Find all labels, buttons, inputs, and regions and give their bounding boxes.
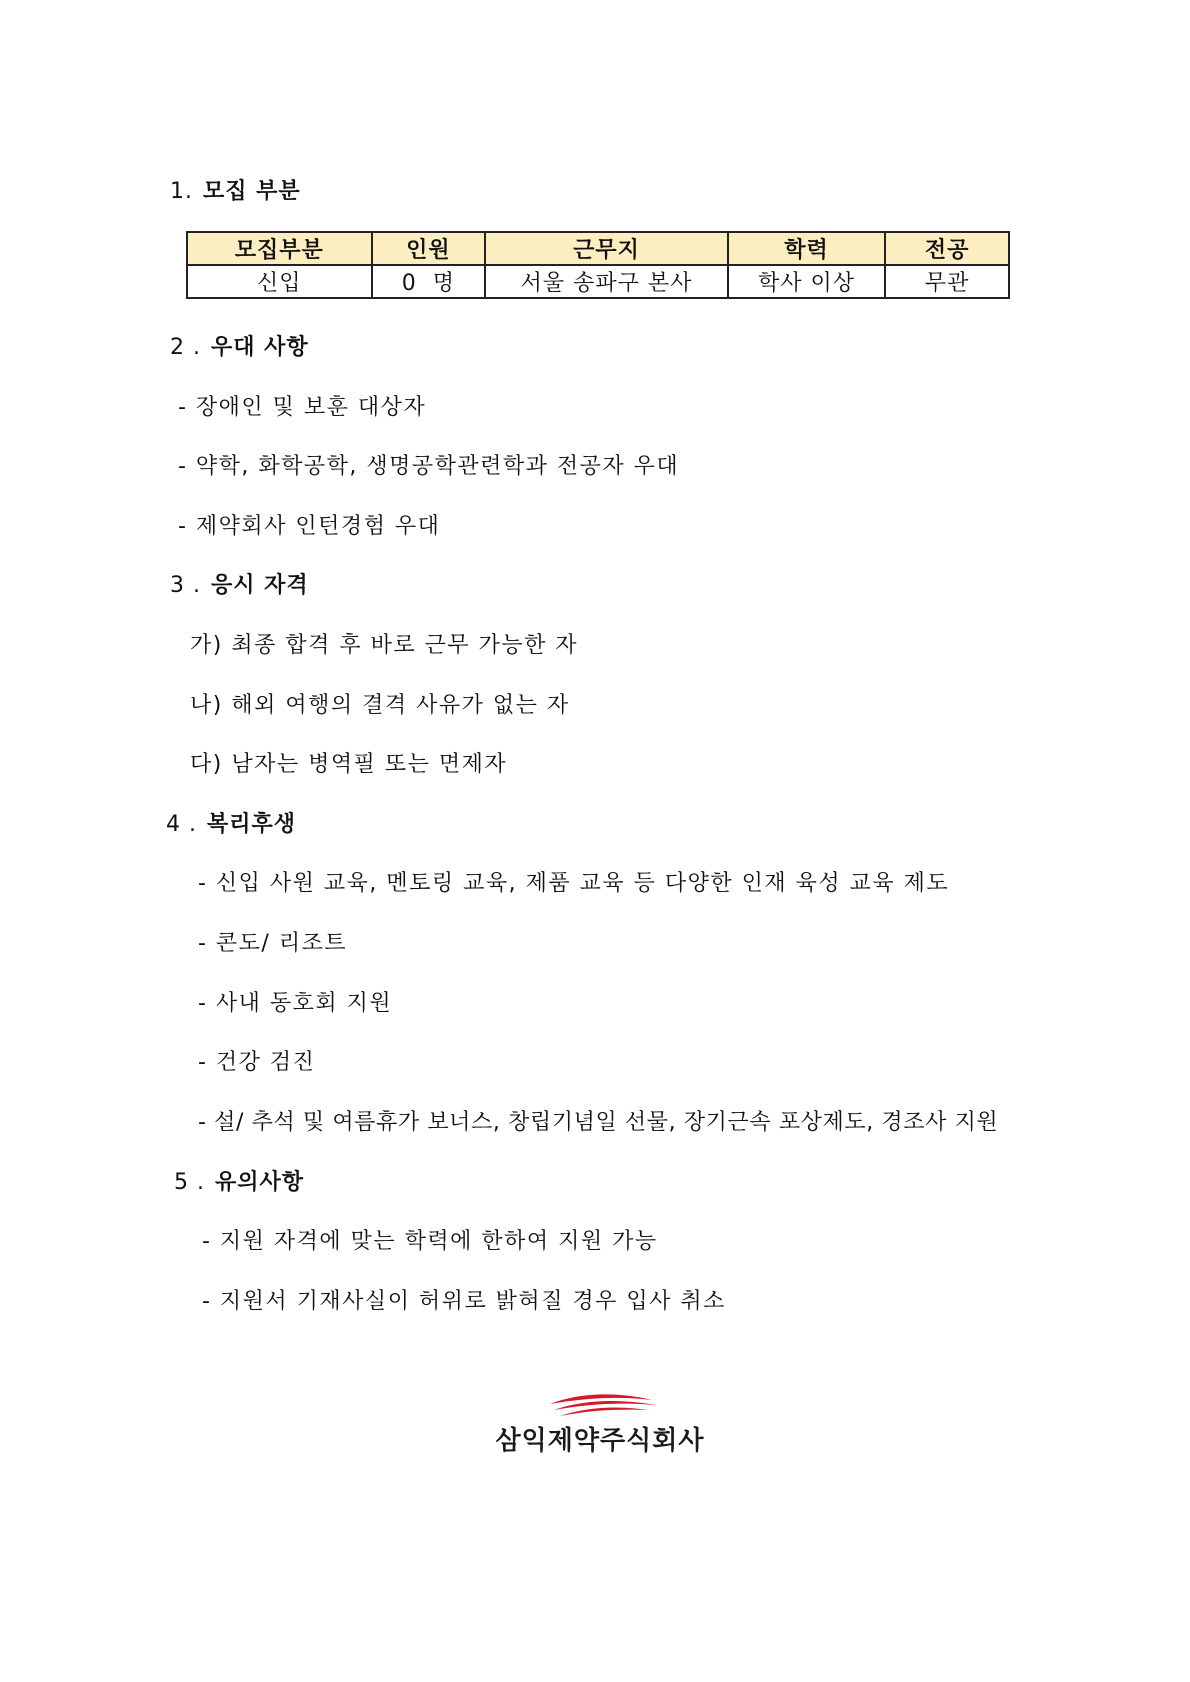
table-cell: 신입	[187, 265, 372, 298]
qualification-item: 다) 남자는 병역필 또는 면제자	[190, 752, 508, 777]
benefit-item: - 콘도/ 리조트	[198, 931, 348, 956]
header-cell: 인원	[372, 232, 486, 265]
table-row	[187, 265, 1009, 298]
section-5-label: 유의사항	[214, 1170, 304, 1195]
section-1-label: 모집 부분	[203, 179, 301, 204]
header-cell: 근무지	[485, 232, 727, 265]
note-item: - 지원서 기재사실이 허위로 밝혀질 경우 입사 취소	[202, 1289, 726, 1314]
preference-item: - 약학, 화학공학, 생명공학관련학과 전공자 우대	[178, 454, 680, 479]
section-2-number: 2 .	[170, 335, 201, 360]
section-1-title	[170, 174, 301, 205]
benefit-item: - 설/ 추석 및 여름휴가 보너스, 창립기념일 선물, 장기근속 포상제도, 경조사 지원	[198, 1110, 999, 1135]
benefit-item: - 신입 사원 교육, 멘토링 교육, 제품 교육 등 다양한 인재 육성 교육 제도	[198, 871, 950, 896]
section-1-number: 1.	[170, 179, 193, 204]
section-4-label: 복리후생	[206, 812, 296, 837]
qualification-item: 가) 최종 합격 후 바로 근무 가능한 자	[190, 633, 579, 658]
note-item: - 지원 자격에 맞는 학력에 한하여 지원 가능	[202, 1229, 658, 1254]
section-3-number: 3 .	[170, 573, 201, 598]
logo-text: 삼익제약주식회사	[495, 1426, 705, 1456]
header-cell: 학력	[728, 232, 886, 265]
section-3-title	[170, 568, 309, 599]
benefit-item: - 건강 검진	[198, 1050, 316, 1075]
section-4-title	[166, 807, 296, 838]
header-cell: 모집부분	[187, 232, 372, 265]
section-2-title	[170, 330, 309, 361]
company-logo	[470, 1390, 730, 1460]
table-cell: 0 명	[372, 265, 486, 298]
preference-item: - 장애인 및 보훈 대상자	[178, 395, 427, 420]
section-2-label: 우대 사항	[210, 335, 309, 360]
section-5-number: 5 .	[174, 1170, 205, 1195]
table-cell: 서울 송파구 본사	[485, 265, 727, 298]
recruitment-table	[186, 231, 1010, 299]
section-3-label: 응시 자격	[210, 573, 309, 598]
preference-item: - 제약회사 인턴경험 우대	[178, 514, 441, 539]
logo-swoosh-icon	[470, 1390, 730, 1420]
table-cell: 학사 이상	[728, 265, 886, 298]
benefit-item: - 사내 동호회 지원	[198, 991, 393, 1016]
table-header-row	[187, 232, 1009, 265]
table-cell: 무관	[885, 265, 1009, 298]
qualification-item: 나) 해외 여행의 결격 사유가 없는 자	[190, 693, 570, 718]
section-4-number: 4 .	[166, 812, 197, 837]
section-5-title	[174, 1165, 304, 1196]
header-cell: 전공	[885, 232, 1009, 265]
